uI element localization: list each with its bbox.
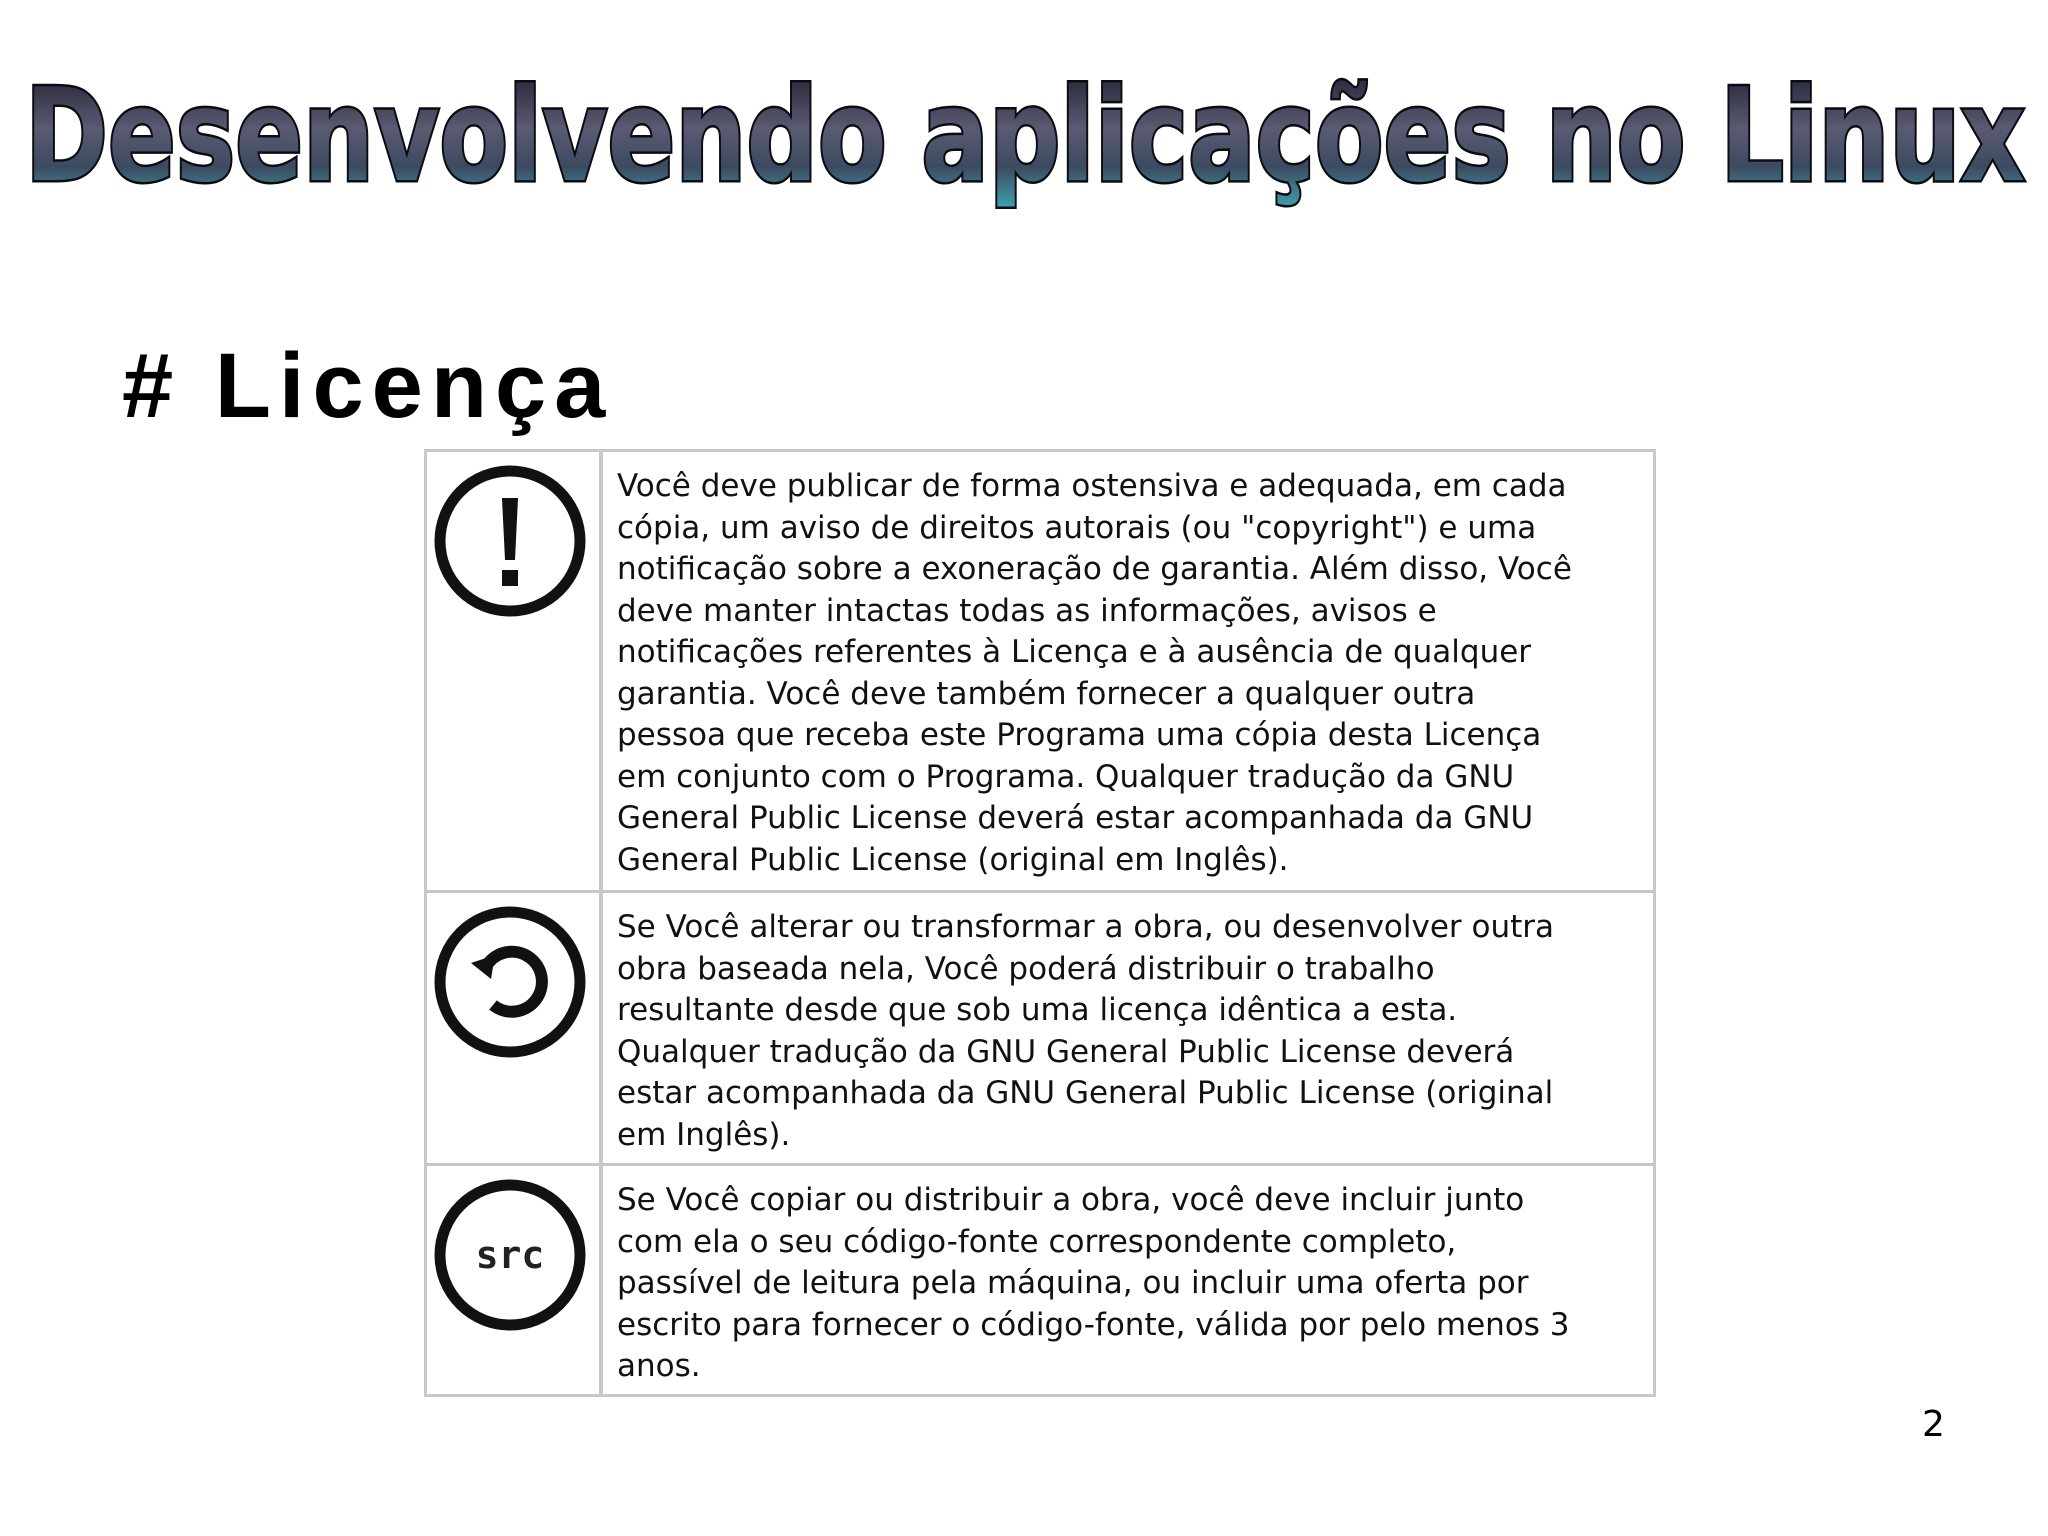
slide-title (20, 62, 2030, 232)
slide-title-graphic (20, 62, 2030, 232)
source-code-icon-label: src (475, 1233, 545, 1277)
copyleft-icon (431, 903, 589, 1061)
license-terms-table (424, 449, 1656, 1397)
license-term-text: Se Você alterar ou transformar a obra, ou desenvolver outra obra baseada nela, Você poderá distribuir o trabalho resultante desde que sob uma licença idêntica a esta. Qualquer tradução da GNU General Public License deverá estar acompanhada da GNU General Public License (original em Inglês). (617, 909, 1555, 1153)
section-heading: # Licença (122, 335, 614, 437)
icon-cell (427, 452, 603, 890)
exclamation-icon (431, 462, 589, 620)
icon-cell (427, 893, 603, 1163)
license-term-text: Você deve publicar de forma ostensiva e adequada, em cada cópia, um aviso de direitos autorais (ou "copyright") e uma notificação sobre a exoneração de garantia. Além disso, Você deve manter intactas todas as informações, avisos e notificações referentes à Licença e à ausência de qualquer garantia. Você deve também fornecer a qualquer outra pessoa que receba este Programa uma cópia desta Licença em conjunto com o Programa. Qualquer tradução da GNU General Public License deverá estar acompanhada da GNU General Public License (original em Inglês). (617, 468, 1572, 878)
page-number: 2 (1922, 1404, 1945, 1445)
license-term-text: Se Você copiar ou distribuir a obra, você deve incluir junto com ela o seu código-fonte correspondente completo, passível de leitura pela máquina, ou incluir uma oferta por escrito para fornecer o código-fonte, válida por pelo menos 3 anos. (617, 1182, 1570, 1384)
license-term-row (427, 452, 1653, 890)
license-term-row (427, 1163, 1653, 1394)
slide-title-text: Desenvolvendo aplicações no Linux (25, 62, 2025, 211)
icon-cell (427, 1166, 603, 1394)
license-term-row (427, 890, 1653, 1163)
source-code-icon (431, 1176, 589, 1334)
